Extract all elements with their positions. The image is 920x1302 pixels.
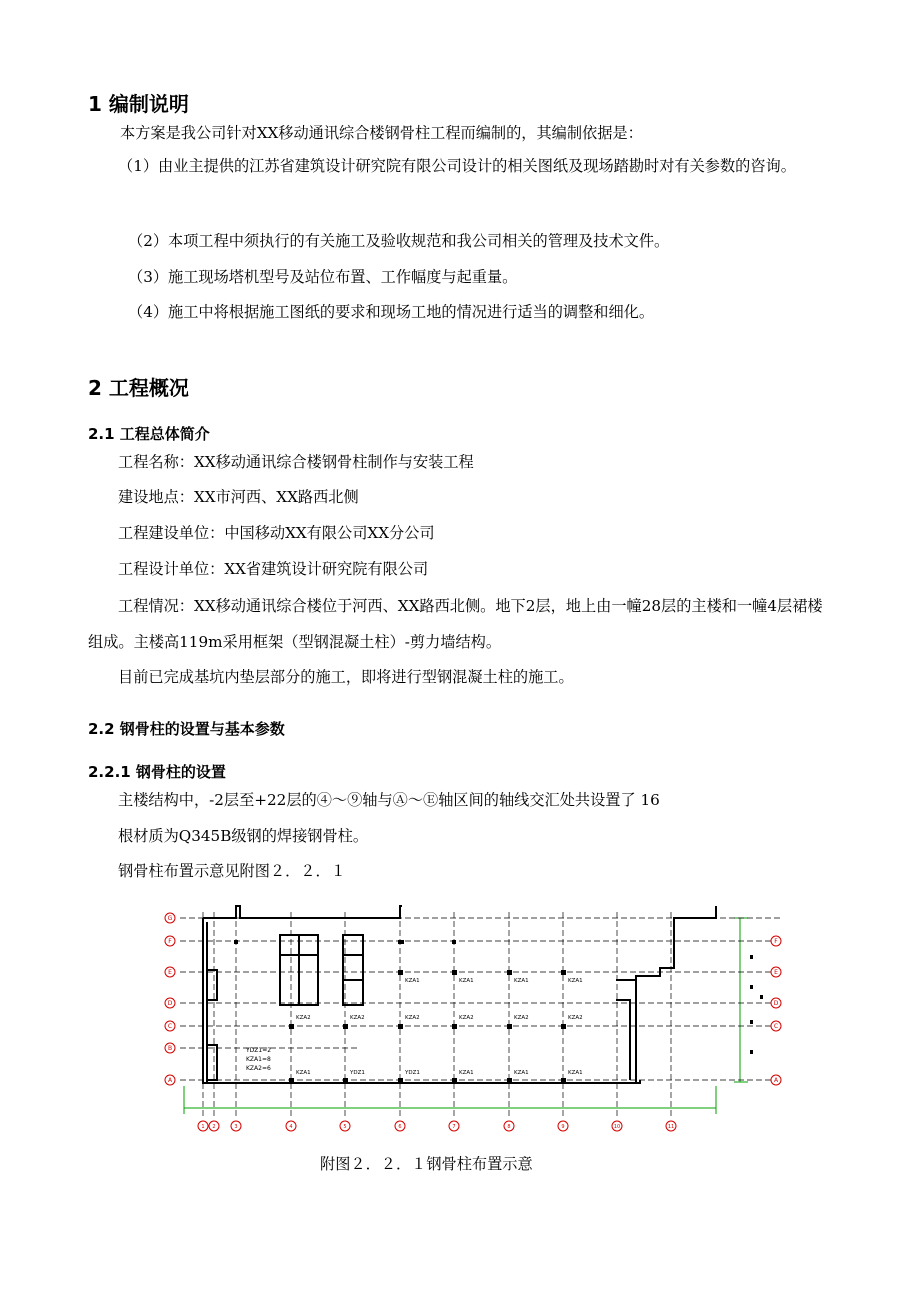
- label-kza1: KZA1: [568, 978, 583, 984]
- axis-label: F: [168, 938, 172, 945]
- axis-label: E: [774, 969, 778, 976]
- axis-label: 8: [507, 1124, 511, 1130]
- section-2-2-1-heading: 2.2.1 钢骨柱的设置: [88, 763, 226, 781]
- axis-label: 3: [234, 1124, 238, 1130]
- axis-label: 6: [398, 1124, 402, 1130]
- section-1-item-2: （2）本项工程中须执行的有关施工及验收规范和我公司相关的管理及技术文件。: [128, 232, 670, 250]
- section-2-1-heading: 2.1 工程总体简介: [88, 425, 210, 443]
- legend-kza1: KZA1=8: [246, 1056, 271, 1063]
- column-axis-bubbles: [198, 1121, 676, 1131]
- label-kza2: KZA2: [350, 1015, 365, 1021]
- section-2-2-heading: 2.2 钢骨柱的设置与基本参数: [88, 720, 285, 738]
- project-situation: 工程情况：XX移动通讯综合楼位于河西、XX路西北侧。地下2层，地上由一幢28层的主楼和一幢4层裙楼组成。主楼高119m采用框架（型钢混凝土柱）-剪力墙结构。: [88, 597, 823, 651]
- project-progress: 目前已完成基坑内垫层部分的施工，即将进行型钢混凝土柱的施工。: [118, 668, 574, 686]
- axis-label: A: [773, 1077, 779, 1084]
- label-kza1: KZA1: [405, 978, 420, 984]
- axis-label: D: [167, 1000, 173, 1007]
- section-1-item-3: （3）施工现场塔机型号及站位布置、工作幅度与起重量。: [128, 268, 518, 286]
- project-location: 建设地点：XX市河西、XX路西北侧: [118, 488, 359, 506]
- column-labels: [296, 978, 583, 1076]
- legend-kza2: KZA2=6: [246, 1065, 271, 1072]
- label-kza2: KZA2: [296, 1015, 311, 1021]
- row-axis-bubbles-right: [771, 936, 781, 1085]
- axis-label: 11: [667, 1124, 675, 1130]
- axis-label: D: [773, 1000, 779, 1007]
- axis-label: B: [167, 1045, 173, 1052]
- project-builder: 工程建设单位：中国移动XX有限公司XX分公司: [118, 524, 435, 542]
- label-kza1: KZA1: [459, 978, 474, 984]
- axis-label: 1: [201, 1124, 205, 1130]
- axis-label: 7: [452, 1124, 456, 1130]
- column-layout-drawing: [160, 900, 800, 1140]
- figure-caption: 附图２．２．１钢骨柱布置示意: [320, 1155, 533, 1173]
- label-ydz1: YDZ1: [350, 1070, 365, 1076]
- axis-label: C: [167, 1023, 173, 1030]
- legend-ydz1: YDZ1=2: [246, 1047, 272, 1054]
- label-kza2: KZA2: [514, 1015, 529, 1021]
- column-setting-line-3: 钢骨柱布置示意见附图２．２．１: [118, 862, 346, 880]
- axis-label: C: [773, 1023, 779, 1030]
- axis-label: G: [167, 915, 173, 922]
- axis-label: 5: [343, 1124, 347, 1130]
- project-designer: 工程设计单位：XX省建筑设计研究院有限公司: [118, 560, 429, 578]
- section-1-intro: 本方案是我公司针对XX移动通讯综合楼钢骨柱工程而编制的，其编制依据是：: [120, 124, 643, 142]
- label-kza2: KZA2: [568, 1015, 583, 1021]
- axis-label: 2: [212, 1124, 216, 1130]
- axis-label: F: [774, 938, 778, 945]
- project-name: 工程名称：XX移动通讯综合楼钢骨柱制作与安装工程: [118, 453, 474, 471]
- column-markers: [234, 940, 763, 1083]
- label-kza2: KZA2: [459, 1015, 474, 1021]
- core-walls: [207, 935, 363, 1080]
- column-axis-labels: [201, 1124, 674, 1130]
- row-axis-labels-right: [774, 938, 779, 1084]
- section-1-item-1: （1）由业主提供的江苏省建筑设计研究院有限公司设计的相关图纸及现场踏勘时对有关参数的咨询。: [118, 157, 796, 175]
- column-setting-line-1: 主楼结构中，-2层至+22层的④～⑨轴与Ⓐ～Ⓔ轴区间的轴线交汇处共设置了 16: [118, 791, 660, 809]
- axis-label: E: [168, 969, 172, 976]
- section-1-item-4: （4）施工中将根据施工图纸的要求和现场工地的情况进行适当的调整和细化。: [128, 303, 655, 321]
- label-kza1: KZA1: [568, 1070, 583, 1076]
- section-2-heading: 2 工程概况: [88, 376, 189, 400]
- label-kza1: KZA1: [296, 1070, 311, 1076]
- label-kza1: KZA1: [514, 978, 529, 984]
- label-kza2: KZA2: [405, 1015, 420, 1021]
- axis-label: 10: [613, 1124, 621, 1130]
- axis-label: A: [167, 1077, 173, 1084]
- label-kza1: KZA1: [514, 1070, 529, 1076]
- label-kza1: KZA1: [459, 1070, 474, 1076]
- axis-label: 9: [561, 1124, 565, 1130]
- axis-grid: [180, 912, 780, 1118]
- section-1-heading: 1 编制说明: [88, 92, 189, 116]
- label-ydz1: YDZ1: [405, 1070, 420, 1076]
- column-setting-line-2: 根材质为Q345B级钢的焊接钢骨柱。: [118, 827, 369, 845]
- drawing-legend: [245, 1047, 271, 1072]
- axis-label: 4: [289, 1124, 293, 1130]
